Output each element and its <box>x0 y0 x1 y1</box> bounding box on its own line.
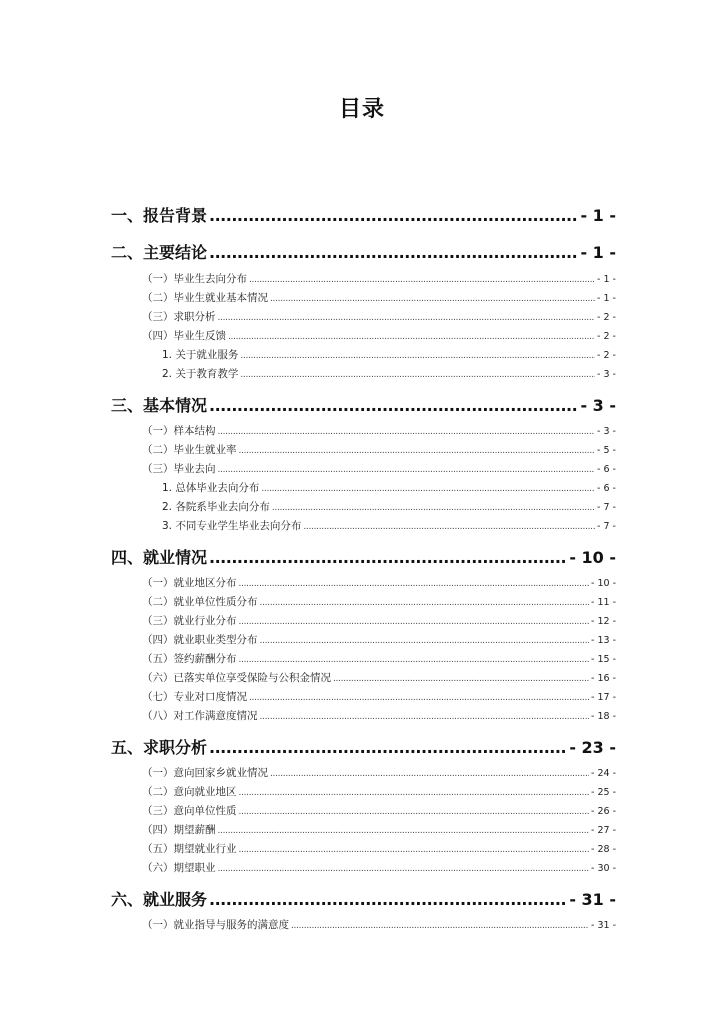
toc-entry-page: - 2 - <box>597 312 616 323</box>
dot-leader <box>249 693 589 703</box>
toc-entry-label: （一）样本结构 <box>142 425 216 437</box>
dot-leader <box>239 655 590 665</box>
dot-leader <box>240 370 595 380</box>
toc-entry-page: - 11 - <box>591 597 616 608</box>
toc-entry-label: （一）就业指导与服务的满意度 <box>142 919 289 931</box>
toc-entry-page: - 18 - <box>591 711 616 722</box>
toc-entry-label: 1. 关于就业服务 <box>162 349 239 361</box>
toc-entry[interactable] <box>142 841 616 857</box>
toc-entry-label: （四）期望薪酬 <box>142 824 216 836</box>
toc-entry-page: - 31 - <box>569 890 616 909</box>
toc-entry[interactable] <box>111 240 616 262</box>
toc-entry-page: - 6 - <box>597 483 616 494</box>
toc-entry-label: （五）期望就业行业 <box>142 843 237 855</box>
toc-entry-label: （二）毕业生就业率 <box>142 444 237 456</box>
toc-entry[interactable] <box>142 461 616 477</box>
dot-leader <box>260 636 590 646</box>
dot-leader <box>218 465 596 475</box>
toc-entry-page: - 23 - <box>569 738 616 757</box>
toc-entry-page: - 17 - <box>591 692 616 703</box>
dot-leader <box>209 243 578 262</box>
dot-leader <box>291 921 589 931</box>
dot-leader <box>272 503 595 513</box>
toc-entry[interactable] <box>162 518 616 534</box>
dot-leader <box>239 807 590 817</box>
toc-entry-label: （四）毕业生反馈 <box>142 330 226 342</box>
toc-entry-page: - 3 - <box>597 426 616 437</box>
toc-entry-page: - 30 - <box>591 863 616 874</box>
toc-entry-page: - 28 - <box>591 844 616 855</box>
toc-entry-page: - 27 - <box>591 825 616 836</box>
toc-entry-page: - 13 - <box>591 635 616 646</box>
dot-leader <box>218 313 596 323</box>
toc-entry[interactable] <box>142 803 616 819</box>
toc-entry-label: 1. 总体毕业去向分布 <box>162 482 260 494</box>
page-title: 目录 <box>338 97 385 122</box>
toc-entry[interactable] <box>142 442 616 458</box>
toc-entry[interactable] <box>142 917 616 933</box>
toc-entry-label: （八）对工作满意度情况 <box>142 710 258 722</box>
toc-entry-page: - 1 - <box>597 274 616 285</box>
dot-leader <box>270 769 589 779</box>
toc-entry-label: （一）就业地区分布 <box>142 577 237 589</box>
toc-entry[interactable] <box>142 784 616 800</box>
toc-entry[interactable] <box>142 613 616 629</box>
toc-entry-label: （三）求职分析 <box>142 311 216 323</box>
dot-leader <box>218 864 590 874</box>
toc-entry-page: - 26 - <box>591 806 616 817</box>
toc-entry-page: - 10 - <box>569 548 616 567</box>
toc-entry[interactable] <box>111 393 616 415</box>
toc-entry-label: （三）毕业去向 <box>142 463 216 475</box>
toc-entry-page: - 3 - <box>597 369 616 380</box>
toc-entry-label: （一）毕业生去向分布 <box>142 273 247 285</box>
toc-entry-page: - 5 - <box>597 445 616 456</box>
dot-leader <box>209 206 578 225</box>
toc-entry-page: - 1 - <box>597 293 616 304</box>
toc-entry-label: （五）签约薪酬分布 <box>142 653 237 665</box>
dot-leader <box>333 674 589 684</box>
toc-entry-label: （二）意向就业地区 <box>142 786 237 798</box>
toc-entry[interactable] <box>162 480 616 496</box>
toc-entry[interactable] <box>142 594 616 610</box>
toc-entry[interactable] <box>142 689 616 705</box>
dot-leader <box>239 788 590 798</box>
toc-entry[interactable] <box>111 735 616 757</box>
toc-entry[interactable] <box>142 822 616 838</box>
toc-entry-label: （二）毕业生就业基本情况 <box>142 292 268 304</box>
toc-entry[interactable] <box>142 290 616 306</box>
toc-entry[interactable] <box>142 765 616 781</box>
dot-leader <box>209 396 578 415</box>
dot-leader <box>239 617 590 627</box>
dot-leader <box>249 275 595 285</box>
toc-entry[interactable] <box>162 499 616 515</box>
toc-entry-page: - 7 - <box>597 502 616 513</box>
toc-entry-page: - 2 - <box>597 350 616 361</box>
toc-entry-page: - 6 - <box>597 464 616 475</box>
toc-entry[interactable] <box>142 309 616 325</box>
toc-entry-page: - 7 - <box>597 521 616 532</box>
toc-entry[interactable] <box>142 575 616 591</box>
dot-leader <box>239 446 596 456</box>
toc-entry-label: 2. 关于教育教学 <box>162 368 239 380</box>
toc-entry-label: 五、求职分析 <box>111 738 208 757</box>
toc-entry[interactable] <box>142 708 616 724</box>
toc-entry-label: 一、报告背景 <box>111 206 208 225</box>
toc-entry-label: 2. 各院系毕业去向分布 <box>162 501 270 513</box>
toc-entry-label: （六）期望职业 <box>142 862 216 874</box>
toc-entry[interactable] <box>142 651 616 667</box>
toc-entry[interactable] <box>142 670 616 686</box>
dot-leader <box>260 598 590 608</box>
toc-entry-page: - 1 - <box>580 206 616 225</box>
toc-entry-label: （四）就业职业类型分布 <box>142 634 258 646</box>
toc-entry-label: 三、基本情况 <box>111 396 208 415</box>
dot-leader <box>218 427 596 437</box>
toc-entry-label: （七）专业对口度情况 <box>142 691 247 703</box>
toc-entry[interactable] <box>162 347 616 363</box>
toc-entry[interactable] <box>142 423 616 439</box>
dot-leader <box>218 826 590 836</box>
toc-entry[interactable] <box>142 328 616 344</box>
dot-leader <box>239 845 590 855</box>
toc-entry-label: （一）意向回家乡就业情况 <box>142 767 268 779</box>
toc-entry-page: - 2 - <box>597 331 616 342</box>
toc-entry[interactable] <box>111 887 616 909</box>
toc-entry[interactable] <box>162 366 616 382</box>
toc-entry-label: （三）意向单位性质 <box>142 805 237 817</box>
toc-entry-page: - 16 - <box>591 673 616 684</box>
dot-leader <box>209 890 567 909</box>
dot-leader <box>228 332 595 342</box>
dot-leader <box>270 294 595 304</box>
toc-entry-label: （三）就业行业分布 <box>142 615 237 627</box>
toc-entry-page: - 15 - <box>591 654 616 665</box>
dot-leader <box>240 351 595 361</box>
dot-leader <box>260 712 590 722</box>
toc-entry-label: （二）就业单位性质分布 <box>142 596 258 608</box>
toc-entry-label: 六、就业服务 <box>111 890 208 909</box>
toc-entry[interactable] <box>142 860 616 876</box>
toc-entry-label: 四、就业情况 <box>111 548 208 567</box>
toc-entry[interactable] <box>142 271 616 287</box>
toc-entry[interactable] <box>111 203 616 225</box>
toc-entry-page: - 12 - <box>591 616 616 627</box>
dot-leader <box>303 522 595 532</box>
toc-entry-page: - 3 - <box>580 396 616 415</box>
toc-entry-page: - 24 - <box>591 768 616 779</box>
toc-entry-page: - 10 - <box>591 578 616 589</box>
toc-entry-label: 二、主要结论 <box>111 243 208 262</box>
dot-leader <box>239 579 590 589</box>
dot-leader <box>261 484 595 494</box>
toc-entry-label: （六）已落实单位享受保险与公积金情况 <box>142 672 331 684</box>
toc-entry-page: - 31 - <box>591 920 616 931</box>
dot-leader <box>209 738 567 757</box>
toc-entry-page: - 25 - <box>591 787 616 798</box>
toc-entry-page: - 1 - <box>580 243 616 262</box>
toc-entry[interactable] <box>111 545 616 567</box>
toc-entry[interactable] <box>142 632 616 648</box>
dot-leader <box>209 548 567 567</box>
toc-entry-label: 3. 不同专业学生毕业去向分布 <box>162 520 302 532</box>
